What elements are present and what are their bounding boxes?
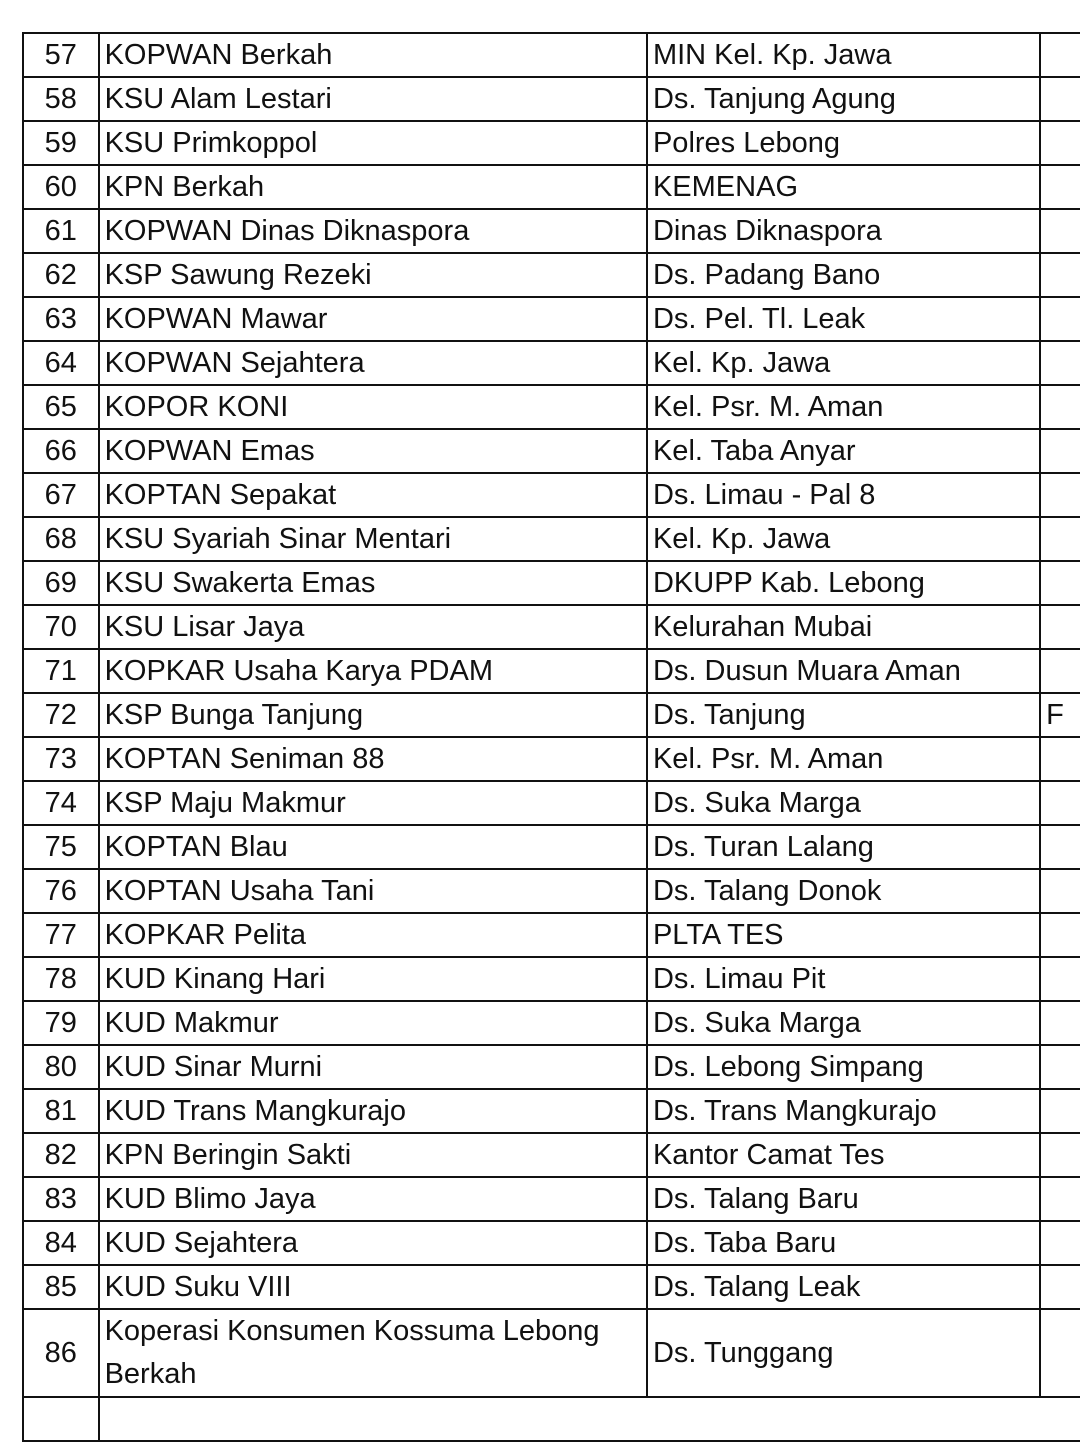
location-cell: Ds. Talang Donok: [647, 869, 1040, 913]
location-cell: Ds. Taba Baru: [647, 1221, 1040, 1265]
cooperative-name-cell: KOPKAR Pelita: [99, 913, 647, 957]
row-number-cell: 73: [23, 737, 99, 781]
extra-column-cell: [1040, 341, 1080, 385]
location-cell: Ds. Suka Marga: [647, 781, 1040, 825]
extra-column-cell: [1040, 825, 1080, 869]
cooperative-name-cell: KUD Sejahtera: [99, 1221, 647, 1265]
table-row: [23, 209, 1080, 253]
location-cell: Dinas Diknaspora: [647, 209, 1040, 253]
row-number-cell: 58: [23, 77, 99, 121]
cooperative-name-cell: KOPWAN Berkah: [99, 33, 647, 77]
location-cell: Ds. Lebong Simpang: [647, 1045, 1040, 1089]
table-row: [23, 737, 1080, 781]
cooperative-name-cell: KSP Maju Makmur: [99, 781, 647, 825]
location-cell: Ds. Trans Mangkurajo: [647, 1089, 1040, 1133]
table-row: [23, 913, 1080, 957]
location-cell: Ds. Tunggang: [647, 1309, 1040, 1397]
cooperative-name-cell: KOPWAN Mawar: [99, 297, 647, 341]
row-number-cell: 80: [23, 1045, 99, 1089]
table-row: [23, 649, 1080, 693]
table-row: [23, 561, 1080, 605]
cooperative-name-cell: KOPWAN Sejahtera: [99, 341, 647, 385]
location-cell: PLTA TES: [647, 913, 1040, 957]
location-cell: Ds. Talang Baru: [647, 1177, 1040, 1221]
empty-cell: [99, 1397, 1080, 1441]
cooperative-name-cell: KUD Suku VIII: [99, 1265, 647, 1309]
extra-column-cell: [1040, 1045, 1080, 1089]
extra-column-cell: [1040, 649, 1080, 693]
location-cell: Kel. Kp. Jawa: [647, 341, 1040, 385]
row-number-cell: 69: [23, 561, 99, 605]
location-cell: Kelurahan Mubai: [647, 605, 1040, 649]
extra-column-cell: F: [1040, 693, 1080, 737]
table-row: [23, 165, 1080, 209]
cooperative-name-cell: KOPWAN Emas: [99, 429, 647, 473]
table-body: [23, 33, 1080, 1441]
location-cell: Ds. Dusun Muara Aman: [647, 649, 1040, 693]
location-cell: Kantor Camat Tes: [647, 1133, 1040, 1177]
location-cell: Ds. Turan Lalang: [647, 825, 1040, 869]
table-row: [23, 297, 1080, 341]
extra-column-cell: [1040, 781, 1080, 825]
table-row: [23, 1177, 1080, 1221]
row-number-cell: 61: [23, 209, 99, 253]
row-number-cell: 75: [23, 825, 99, 869]
row-number-cell: 81: [23, 1089, 99, 1133]
cooperative-name-cell: KUD Kinang Hari: [99, 957, 647, 1001]
table-row: [23, 1045, 1080, 1089]
row-number-cell: 74: [23, 781, 99, 825]
cooperative-name-cell: KPN Beringin Sakti: [99, 1133, 647, 1177]
row-number-cell: 68: [23, 517, 99, 561]
cooperative-name-cell: KOPKAR Usaha Karya PDAM: [99, 649, 647, 693]
extra-column-cell: [1040, 737, 1080, 781]
cooperative-name-cell: KUD Makmur: [99, 1001, 647, 1045]
extra-column-cell: [1040, 561, 1080, 605]
extra-column-cell: [1040, 1265, 1080, 1309]
location-cell: Ds. Tanjung: [647, 693, 1040, 737]
location-cell: Ds. Limau Pit: [647, 957, 1040, 1001]
row-number-cell: 85: [23, 1265, 99, 1309]
extra-column-cell: [1040, 473, 1080, 517]
extra-column-cell: [1040, 297, 1080, 341]
table-row: [23, 385, 1080, 429]
extra-column-cell: [1040, 165, 1080, 209]
cooperative-name-cell: KSU Swakerta Emas: [99, 561, 647, 605]
row-number-cell: 84: [23, 1221, 99, 1265]
table-row: [23, 825, 1080, 869]
cooperative-name-cell: KSU Primkoppol: [99, 121, 647, 165]
table-row: [23, 1309, 1080, 1397]
table-row: [23, 869, 1080, 913]
row-number-cell: 66: [23, 429, 99, 473]
row-number-cell: 62: [23, 253, 99, 297]
location-cell: Kel. Psr. M. Aman: [647, 385, 1040, 429]
location-cell: Ds. Suka Marga: [647, 1001, 1040, 1045]
table-row: [23, 77, 1080, 121]
location-cell: Kel. Kp. Jawa: [647, 517, 1040, 561]
extra-column-cell: [1040, 1309, 1080, 1397]
extra-column-cell: [1040, 1001, 1080, 1045]
cooperative-name-cell: KOPOR KONI: [99, 385, 647, 429]
cooperative-name-cell: KSU Lisar Jaya: [99, 605, 647, 649]
location-cell: DKUPP Kab. Lebong: [647, 561, 1040, 605]
row-number-cell: 72: [23, 693, 99, 737]
table-row: [23, 1265, 1080, 1309]
table-row: [23, 1089, 1080, 1133]
row-number-cell: 64: [23, 341, 99, 385]
cooperative-name-cell: KUD Blimo Jaya: [99, 1177, 647, 1221]
table-row: [23, 693, 1080, 737]
extra-column-cell: [1040, 869, 1080, 913]
row-number-cell: 78: [23, 957, 99, 1001]
row-number-cell: 83: [23, 1177, 99, 1221]
table-row: [23, 1133, 1080, 1177]
table-row: [23, 1221, 1080, 1265]
extra-column-cell: [1040, 33, 1080, 77]
extra-column-cell: [1040, 517, 1080, 561]
row-number-cell: 86: [23, 1309, 99, 1397]
row-number-cell: 60: [23, 165, 99, 209]
row-number-cell: 57: [23, 33, 99, 77]
location-cell: Ds. Padang Bano: [647, 253, 1040, 297]
location-cell: Ds. Talang Leak: [647, 1265, 1040, 1309]
extra-column-cell: [1040, 913, 1080, 957]
row-number-cell: 79: [23, 1001, 99, 1045]
location-cell: KEMENAG: [647, 165, 1040, 209]
extra-column-cell: [1040, 1177, 1080, 1221]
cooperative-name-cell: KPN Berkah: [99, 165, 647, 209]
table-row: [23, 341, 1080, 385]
location-cell: Ds. Tanjung Agung: [647, 77, 1040, 121]
table-row: [23, 253, 1080, 297]
cooperative-name-cell: KSP Sawung Rezeki: [99, 253, 647, 297]
cooperative-name-cell: KSP Bunga Tanjung: [99, 693, 647, 737]
cooperative-table: [22, 32, 1080, 1442]
row-number-cell: 65: [23, 385, 99, 429]
row-number-cell: 59: [23, 121, 99, 165]
cooperative-name-cell: KOPTAN Usaha Tani: [99, 869, 647, 913]
table-row: [23, 957, 1080, 1001]
table-row: [23, 121, 1080, 165]
location-cell: Ds. Pel. Tl. Leak: [647, 297, 1040, 341]
cooperative-name-cell: KUD Sinar Murni: [99, 1045, 647, 1089]
row-number-cell: 67: [23, 473, 99, 517]
location-cell: Kel. Psr. M. Aman: [647, 737, 1040, 781]
location-cell: Kel. Taba Anyar: [647, 429, 1040, 473]
table-row: [23, 781, 1080, 825]
extra-column-cell: [1040, 253, 1080, 297]
extra-column-cell: [1040, 1133, 1080, 1177]
extra-column-cell: [1040, 77, 1080, 121]
cooperative-name-cell: KSU Alam Lestari: [99, 77, 647, 121]
extra-column-cell: [1040, 209, 1080, 253]
table-row: [23, 33, 1080, 77]
row-number-cell: 77: [23, 913, 99, 957]
extra-column-cell: [1040, 429, 1080, 473]
row-number-cell: 70: [23, 605, 99, 649]
extra-column-cell: [1040, 121, 1080, 165]
location-cell: Ds. Limau - Pal 8: [647, 473, 1040, 517]
empty-cell: [23, 1397, 99, 1441]
table-row: [23, 473, 1080, 517]
location-cell: MIN Kel. Kp. Jawa: [647, 33, 1040, 77]
extra-column-cell: [1040, 957, 1080, 1001]
cooperative-name-cell: KUD Trans Mangkurajo: [99, 1089, 647, 1133]
table-row: [23, 517, 1080, 561]
cooperative-name-cell: Koperasi Konsumen Kossuma Lebong Berkah: [99, 1309, 647, 1397]
cooperative-name-cell: KSU Syariah Sinar Mentari: [99, 517, 647, 561]
extra-column-cell: [1040, 1221, 1080, 1265]
empty-row: [23, 1397, 1080, 1441]
table-row: [23, 429, 1080, 473]
row-number-cell: 76: [23, 869, 99, 913]
row-number-cell: 63: [23, 297, 99, 341]
extra-column-cell: [1040, 385, 1080, 429]
cooperative-name-cell: KOPTAN Blau: [99, 825, 647, 869]
row-number-cell: 71: [23, 649, 99, 693]
extra-column-cell: [1040, 1089, 1080, 1133]
cooperative-name-cell: KOPWAN Dinas Diknaspora: [99, 209, 647, 253]
table-row: [23, 605, 1080, 649]
table-row: [23, 1001, 1080, 1045]
extra-column-cell: [1040, 605, 1080, 649]
location-cell: Polres Lebong: [647, 121, 1040, 165]
row-number-cell: 82: [23, 1133, 99, 1177]
cooperative-name-cell: KOPTAN Sepakat: [99, 473, 647, 517]
cooperative-name-cell: KOPTAN Seniman 88: [99, 737, 647, 781]
